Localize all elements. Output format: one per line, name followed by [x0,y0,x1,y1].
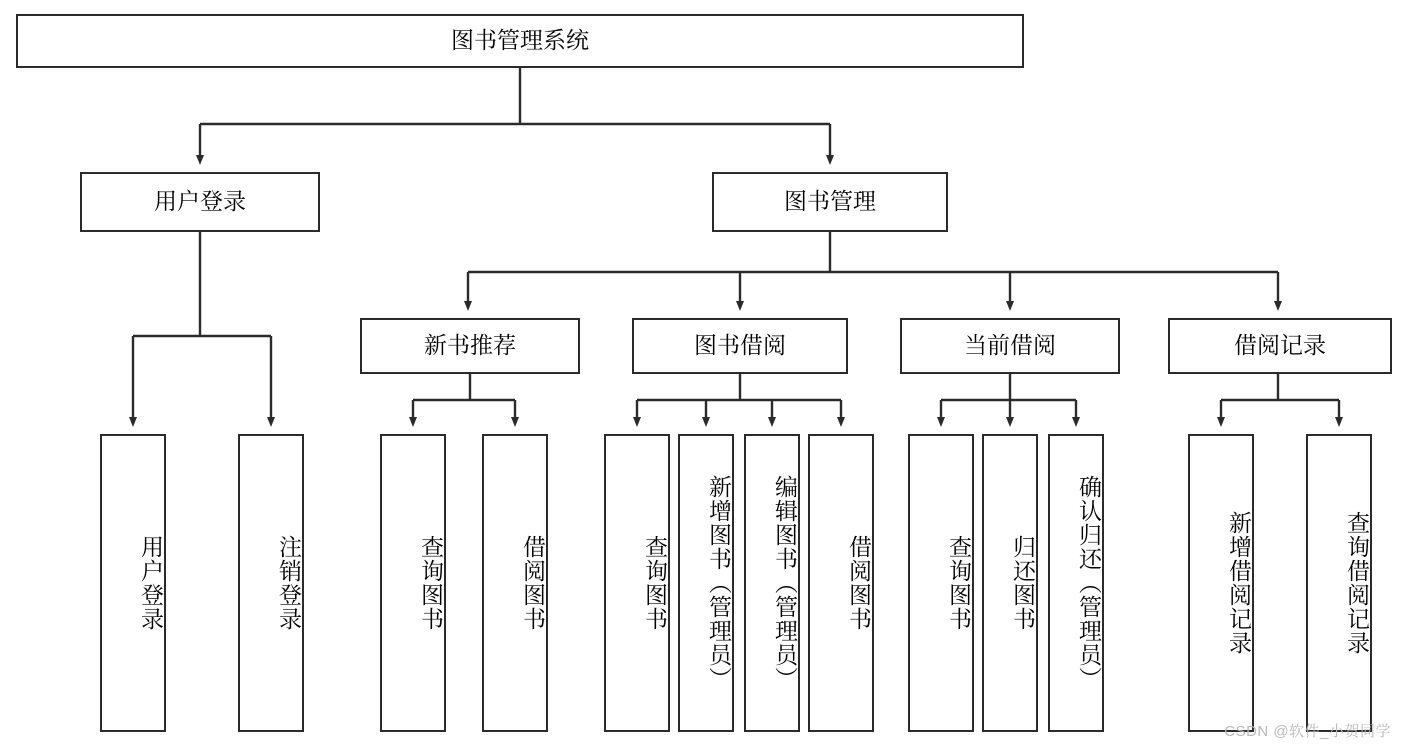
node-leaf-return-book [982,434,1038,732]
node-leaf-query-book-current-label: 查询图书 [946,535,972,631]
node-leaf-edit-book-admin-label: 编辑图书（管理员） [772,475,798,691]
node-leaf-user-login-label: 用户登录 [138,535,164,631]
node-leaf-query-book-current [908,434,974,732]
node-leaf-query-book-new-label: 查询图书 [418,535,444,631]
node-leaf-borrow-book-label: 借阅图书 [846,535,872,631]
node-leaf-query-borrow-record-label: 查询借阅记录 [1344,511,1370,655]
node-book-management-label: 图书管理 [784,188,876,215]
node-user-login-label: 用户登录 [154,188,246,215]
node-leaf-query-book-label: 查询图书 [642,535,668,631]
watermark: CSDN @软件_小贺同学 [1224,723,1391,740]
node-current-borrow [900,318,1120,374]
node-leaf-query-book-new [380,434,446,732]
node-leaf-confirm-return-admin [1048,434,1104,732]
node-borrow-record-label: 借阅记录 [1234,332,1326,359]
node-leaf-logout [238,434,304,732]
node-leaf-add-borrow-record [1188,434,1254,732]
node-root-label: 图书管理系统 [451,27,589,54]
node-book-borrow [632,318,848,374]
node-user-login [80,172,320,232]
node-leaf-add-book-admin-label: 新增图书（管理员） [706,475,732,691]
node-borrow-record [1168,318,1392,374]
node-current-borrow-label: 当前借阅 [964,332,1056,359]
node-new-book-recommend [360,318,580,374]
node-book-borrow-label: 图书借阅 [694,332,786,359]
node-leaf-borrow-book [808,434,874,732]
node-leaf-add-book-admin [678,434,734,732]
node-leaf-return-book-label: 归还图书 [1010,535,1036,631]
node-leaf-query-borrow-record [1306,434,1372,732]
node-leaf-logout-label: 注销登录 [276,535,302,631]
node-leaf-borrow-book-new [482,434,548,732]
node-leaf-confirm-return-admin-label: 确认归还（管理员） [1076,475,1102,691]
node-book-management [712,172,948,232]
node-root [16,14,1024,68]
node-leaf-user-login [100,434,166,732]
node-leaf-edit-book-admin [744,434,800,732]
node-leaf-query-book [604,434,670,732]
node-leaf-add-borrow-record-label: 新增借阅记录 [1226,511,1252,655]
node-new-book-recommend-label: 新书推荐 [424,332,516,359]
node-leaf-borrow-book-new-label: 借阅图书 [520,535,546,631]
